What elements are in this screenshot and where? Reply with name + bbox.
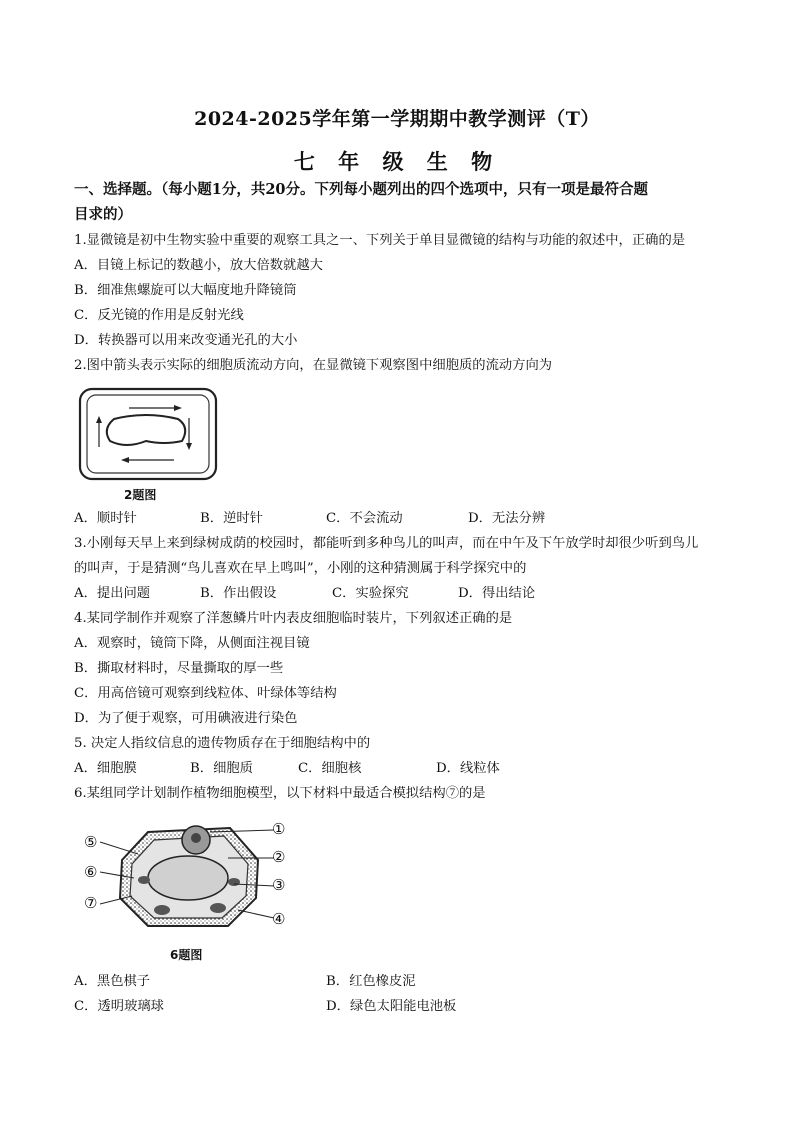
q3-option-b: B．作出假设 xyxy=(200,586,277,601)
q1-stem: 1.显微镜是初中生物实验中重要的观察工具之一、下列关于单目显微镜的结构与功能的叙述中，正确的是 xyxy=(74,233,686,248)
q6-label-5: ⑤ xyxy=(84,833,98,851)
q2-stem: 2.图中箭头表示实际的细胞质流动方向，在显微镜下观察图中细胞质的流动方向为 xyxy=(74,358,553,373)
q4-option-c: C．用高倍镜可观察到线粒体、叶绿体等结构 xyxy=(74,686,337,701)
q2-figure-caption: 2题图 xyxy=(124,488,157,502)
q3-option-a: A．提出问题 xyxy=(74,586,151,601)
q3-option-c: C．实验探究 xyxy=(332,586,409,601)
q1-option-a: A．目镜上标记的数越小，放大倍数就越大 xyxy=(74,258,323,273)
q2-option-c: C．不会流动 xyxy=(326,511,403,526)
q6-option-a: A．黑色棋子 xyxy=(74,974,151,989)
q3-option-d: D．得出结论 xyxy=(458,586,536,601)
q2-option-b: B．逆时针 xyxy=(200,511,263,526)
exam-subject: 七 年 级 生 物 xyxy=(293,149,501,174)
q6-options-row1 xyxy=(74,973,724,993)
q4-option-b: B．撕取材料时，尽量撕取的厚一些 xyxy=(74,661,284,676)
q1-option-c: C．反光镜的作用是反射光线 xyxy=(74,308,244,323)
q5-option-c: C．细胞核 xyxy=(298,761,362,776)
q3-stem-line1: 3.小刚每天早上来到绿树成荫的校园时，都能听到多种鸟儿的叫声，而在中午及下午放学时却很少听到鸟儿 xyxy=(74,536,699,551)
q4-stem: 4.某同学制作并观察了洋葱鳞片叶内表皮细胞临时装片，下列叙述正确的是 xyxy=(74,611,513,626)
q5-option-b: B．细胞质 xyxy=(190,761,253,776)
q6-label-7: ⑦ xyxy=(84,894,98,912)
q5-stem: 5. 决定人指纹信息的遗传物质存在于细胞结构中的 xyxy=(74,736,371,751)
q6-plant-cell-figure xyxy=(78,814,300,942)
q4-option-d: D．为了便于观察，可用碘液进行染色 xyxy=(74,711,298,726)
q4-option-a: A．观察时，镜筒下降，从侧面注视目镜 xyxy=(74,636,310,651)
q5-options xyxy=(74,760,724,780)
q6-options-row2 xyxy=(74,998,724,1018)
q6-figure-caption: 6题图 xyxy=(170,948,203,962)
q6-stem: 6.某组同学计划制作植物细胞模型，以下材料中最适合模拟结构⑦的是 xyxy=(74,786,486,801)
q5-option-d: D．线粒体 xyxy=(436,761,500,776)
section-instruction-line2: 目求的） xyxy=(74,206,132,223)
q3-stem-line2: 的叫声，于是猜测“鸟儿喜欢在早上鸣叫”，小刚的这种猜测属于科学探究中的 xyxy=(74,561,527,576)
q5-option-a: A．细胞膜 xyxy=(74,761,137,776)
q6-label-2: ② xyxy=(272,848,286,866)
q1-option-b: B．细准焦螺旋可以大幅度地升降镜筒 xyxy=(74,283,297,298)
q1-option-d: D．转换器可以用来改变通光孔的大小 xyxy=(74,333,298,348)
q6-option-b: B．红色橡皮泥 xyxy=(326,974,416,989)
q6-label-1: ① xyxy=(272,820,286,838)
q3-options xyxy=(74,585,724,605)
q2-options xyxy=(74,510,724,530)
section-instruction-line1: 一、选择题。（每小题1分，共20分。下列每小题列出的四个选项中，只有一项是最符合题 xyxy=(74,181,649,198)
q6-label-4: ④ xyxy=(272,910,286,928)
q6-label-6: ⑥ xyxy=(84,863,98,881)
exam-title: 2024-2025学年第一学期期中教学测评（T） xyxy=(194,108,600,130)
q6-option-d: D．绿色太阳能电池板 xyxy=(326,999,457,1014)
q2-option-a: A．顺时针 xyxy=(74,511,137,526)
q2-option-d: D．无法分辨 xyxy=(468,511,546,526)
q6-option-c: C．透明玻璃球 xyxy=(74,999,164,1014)
q6-label-3: ③ xyxy=(272,876,286,894)
q2-cell-figure xyxy=(74,383,224,483)
